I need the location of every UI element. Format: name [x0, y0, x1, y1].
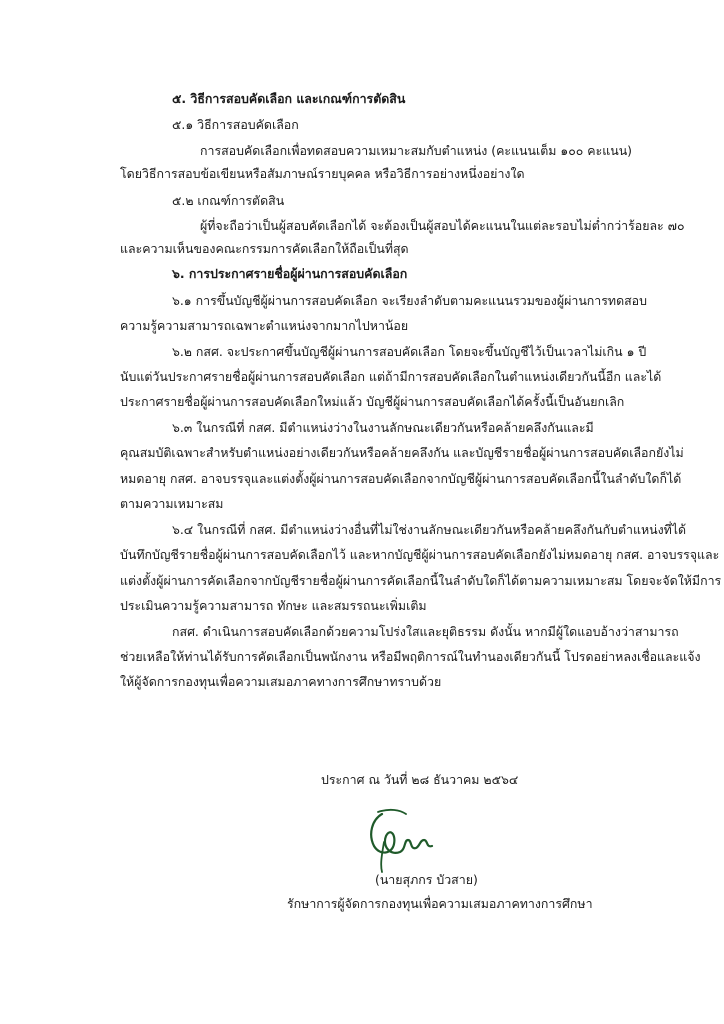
signer-name: (นายสุภกร บัวสาย) [375, 872, 478, 887]
section5-1-title: ๕.๑ วิธีการสอบคัดเลือก [172, 117, 299, 132]
closing-line2: ช่วยเหลือให้ท่านได้รับการคัดเลือกเป็นพนักงาน หรือมีพฤติการณ์ในทำนองเดียวกันนี้ โปรดอย่าหลงเชื่อและแจ้ง [120, 649, 701, 664]
signature [360, 806, 450, 876]
section5-2-line1: ผู้ที่จะถือว่าเป็นผู้สอบคัดเลือกได้ จะต้องเป็นผู้สอบได้คะแนนในแต่ละรอบไม่ต่ำกว่าร้อยละ ๗๐ [200, 218, 685, 233]
section6-heading: ๖. การประกาศรายชื่อผู้ผ่านการสอบคัดเลือก [172, 266, 408, 281]
section5-2-title: ๕.๒ เกณฑ์การตัดสิน [172, 193, 285, 208]
section6-4-line3: แต่งตั้งผู้ผ่านการคัดเลือกจากบัญชีรายชื่อผู้ผ่านการคัดเลือกนี้ในลำดับใดก็ได้ตามความเหมาะสม โดยจะจัดให้มีการ [120, 573, 722, 588]
section5-heading: ๕. วิธีการสอบคัดเลือก และเกณฑ์การตัดสิน [172, 91, 406, 106]
section5-2-line2: และความเห็นของคณะกรรมการคัดเลือกให้ถือเป็นที่สุด [120, 241, 409, 256]
section5-1-line1: การสอบคัดเลือกเพื่อทดสอบความเหมาะสมกับตำแหน่ง (คะแนนเต็ม ๑๐๐ คะแนน) [200, 143, 633, 158]
section6-4-line2: บันทึกบัญชีรายชื่อผู้ผ่านการสอบคัดเลือกไว้ และหากบัญชีผู้ผ่านการสอบคัดเลือกยังไม่หมดอายุ กสศ. อาจบรรจุและ [120, 547, 720, 562]
section6-4-line4: ประเมินความรู้ความสามารถ ทักษะ และสมรรถนะเพิ่มเติม [120, 598, 427, 613]
closing-line3: ให้ผู้จัดการกองทุนเพื่อความเสมอภาคทางการศึกษาทราบด้วย [120, 674, 442, 689]
section6-4-line1: ๖.๔ ในกรณีที่ กสศ. มีตำแหน่งว่างอื่นที่ไม่ใช่งานลักษณะเดียวกันหรือคล้ายคลึงกันกับตำแหน่งที่ได้ [172, 522, 687, 537]
section6-3-line3: หมดอายุ กสศ. อาจบรรจุและแต่งตั้งผู้ผ่านการสอบคัดเลือกจากบัญชีผู้ผ่านการสอบคัดเลือกนี้ในลำดับใดก็ได้ [120, 471, 682, 486]
section6-2-line1: ๖.๒ กสศ. จะประกาศขึ้นบัญชีผู้ผ่านการสอบคัดเลือก โดยจะขึ้นบัญชีไว้เป็นเวลาไม่เกิน ๑ ปี [172, 344, 647, 359]
section6-3-line4: ตามความเหมาะสม [120, 496, 224, 511]
section6-2-line3: ประกาศรายชื่อผู้ผ่านการสอบคัดเลือกใหม่แล้ว บัญชีผู้ผ่านการสอบคัดเลือกได้ครั้งนี้เป็นอันยกเลิก [120, 394, 625, 409]
section6-1-line2: ความรู้ความสามารถเฉพาะตำแหน่งจากมากไปหาน้อย [120, 318, 409, 333]
closing-line1: กสศ. ดำเนินการสอบคัดเลือกด้วยความโปร่งใสและยุติธรรม ดังนั้น หากมีผู้ใดแอบอ้างว่าสามารถ [172, 624, 679, 639]
signer-title: รักษาการผู้จัดการกองทุนเพื่อความเสมอภาคทางการศึกษา [287, 896, 593, 911]
section5-1-line2: โดยวิธีการสอบข้อเขียนหรือสัมภาษณ์รายบุคคล หรือวิธีการอย่างหนึ่งอย่างใด [120, 166, 525, 181]
section6-2-line2: นับแต่วันประกาศรายชื่อผู้ผ่านการสอบคัดเลือก แต่ถ้ามีการสอบคัดเลือกในตำแหน่งเดียวกันนี้อีก และได้ [120, 369, 662, 384]
section6-3-line2: คุณสมบัติเฉพาะสำหรับตำแหน่งอย่างเดียวกันหรือคล้ายคลึงกัน และบัญชีรายชื่อผู้ผ่านการสอบคัดเลือกยังไม่ [120, 445, 684, 460]
section6-1-line1: ๖.๑ การขึ้นบัญชีผู้ผ่านการสอบคัดเลือก จะเรียงลำดับตามคะแนนรวมของผู้ผ่านการทดสอบ [172, 293, 647, 308]
section6-3-line1: ๖.๓ ในกรณีที่ กสศ. มีตำแหน่งว่างในงานลักษณะเดียวกันหรือคล้ายคลึงกันและมี [172, 420, 594, 435]
signature-mark [360, 806, 450, 876]
announce-date: ประกาศ ณ วันที่ ๒๘ ธันวาคม ๒๕๖๔ [321, 772, 519, 787]
